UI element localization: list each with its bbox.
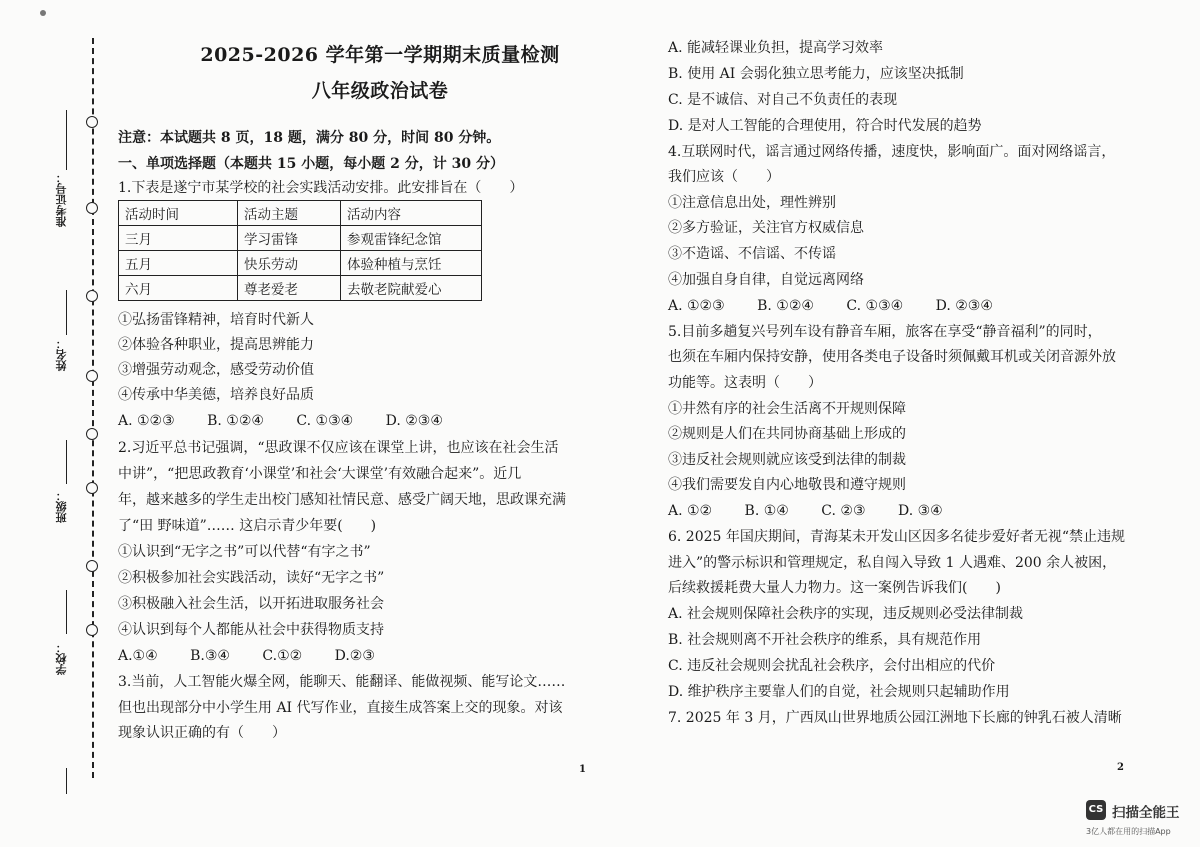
punch-dot bbox=[40, 10, 46, 16]
q5-option: ②规则是人们在共同协商基础上形成的 bbox=[668, 426, 906, 442]
q4-option: ②多方验证，关注官方权威信息 bbox=[668, 220, 864, 236]
q2-stem-line: 中讲”，“把思政教育‘小课堂’和社会‘大课堂’有效融合起来”。近几 bbox=[118, 466, 522, 482]
activity-table bbox=[118, 200, 482, 301]
q7-stem-line: 7. 2025 年 3 月，广西凤山世界地质公园江洲地下长廊的钟乳石被人清晰 bbox=[668, 710, 1122, 726]
q3-option: A. 能减轻课业负担，提高学习效率 bbox=[668, 40, 884, 56]
table-cell: 五月 bbox=[119, 251, 238, 276]
table-cell: 体验种植与烹饪 bbox=[341, 251, 482, 276]
table-cell: 三月 bbox=[119, 226, 238, 251]
binding-circle bbox=[86, 482, 98, 494]
table-row bbox=[119, 251, 482, 276]
watermark-name: 扫描全能王 bbox=[1112, 805, 1180, 821]
binding-circle bbox=[86, 428, 98, 440]
table-header-row bbox=[119, 201, 482, 226]
class-label: 班级： bbox=[55, 490, 68, 523]
name-label: 姓名： bbox=[55, 338, 68, 371]
q6-option: A. 社会规则保障社会秩序的实现，违反规则必受法律制裁 bbox=[668, 606, 1024, 622]
q4-choices: A. ①②③ B. ①②④ C. ①③④ D. ②③④ bbox=[668, 298, 993, 314]
q5-stem-line: 5.目前多趟复兴号列车设有静音车厢，旅客在享受“静音福利”的同时， bbox=[668, 324, 1102, 340]
q1-option: ①弘扬雷锋精神，培育时代新人 bbox=[118, 312, 314, 328]
q3-stem-line: 3.当前，人工智能火爆全网，能聊天、能翻译、能做视频、能写论文…… bbox=[118, 674, 566, 690]
school-label: 学校： bbox=[55, 642, 68, 675]
q1-stem: 1.下表是遂宁市某学校的社会实践活动安排。此安排旨在（ ） bbox=[118, 180, 524, 196]
binding-circle bbox=[86, 370, 98, 382]
q2-option: ③积极融入社会生活，以开拓进取服务社会 bbox=[118, 596, 384, 612]
table-cell: 六月 bbox=[119, 276, 238, 301]
table-cell: 学习雷锋 bbox=[238, 226, 341, 251]
exam-title: 2025-2026 学年第一学期期末质量检测 bbox=[200, 44, 560, 66]
binding-circle bbox=[86, 116, 98, 128]
q1-option: ②体验各种职业，提高思辨能力 bbox=[118, 337, 314, 353]
q2-stem-line: 年，越来越多的学生走出校门感知社情民意、感受广阔天地，思政课充满 bbox=[118, 492, 566, 508]
binding-circle bbox=[86, 290, 98, 302]
table-header-cell: 活动内容 bbox=[341, 201, 482, 226]
watermark-tagline: 3亿人都在用的扫描App bbox=[1086, 827, 1171, 836]
table-row bbox=[119, 276, 482, 301]
binding-rule bbox=[66, 290, 67, 335]
table-cell: 快乐劳动 bbox=[238, 251, 341, 276]
binding-circle bbox=[86, 624, 98, 636]
q5-option: ①井然有序的社会生活离不开规则保障 bbox=[668, 401, 906, 417]
q4-option: ③不造谣、不信谣、不传谣 bbox=[668, 246, 836, 262]
exam-subtitle: 八年级政治试卷 bbox=[311, 80, 449, 102]
binding-rule bbox=[66, 768, 67, 794]
binding-rule bbox=[66, 440, 67, 484]
q2-option: ②积极参加社会实践活动，读好“无字之书” bbox=[118, 570, 385, 586]
table-header-cell: 活动主题 bbox=[238, 201, 341, 226]
q3-option: B. 使用 AI 会弱化独立思考能力，应该坚决抵制 bbox=[668, 66, 964, 82]
camscanner-logo-icon: CS bbox=[1086, 800, 1106, 820]
q6-option: C. 违反社会规则会扰乱社会秩序，会付出相应的代价 bbox=[668, 658, 996, 674]
q6-stem-line: 6. 2025 年国庆期间，青海某未开发山区因多名徒步爱好者无视“禁止违规 bbox=[668, 529, 1126, 545]
section-heading: 一、单项选择题（本题共 15 小题，每小题 2 分，计 30 分） bbox=[118, 156, 504, 172]
q5-option: ④我们需要发自内心地敬畏和遵守规则 bbox=[668, 477, 906, 493]
q2-option: ①认识到“无字之书”可以代替“有字之书” bbox=[118, 544, 371, 560]
q2-option: ④认识到每个人都能从社会中获得物质支持 bbox=[118, 622, 384, 638]
q2-stem-line: 2.习近平总书记强调，“思政课不仅应该在课堂上讲，也应该在社会生活 bbox=[118, 440, 559, 456]
binding-dashed-line bbox=[92, 38, 94, 778]
exam-number-label: 准考证号： bbox=[55, 172, 68, 227]
q3-stem-line: 但也出现部分中小学生用 AI 代写作业，直接生成答案上交的现象。对该 bbox=[118, 700, 563, 716]
q5-stem-line: 功能等。这表明（ ） bbox=[668, 375, 822, 391]
page-number: 2 bbox=[1117, 762, 1124, 773]
q4-option: ①注意信息出处，理性辨别 bbox=[668, 195, 836, 211]
q6-option: D. 维护秩序主要靠人们的自觉，社会规则只起辅助作用 bbox=[668, 684, 1010, 700]
q2-stem-line: 了“田 野味道”…… 这启示青少年要( ) bbox=[118, 518, 377, 534]
page-number: 1 bbox=[579, 764, 586, 775]
binding-rule bbox=[66, 110, 67, 170]
q5-option: ③违反社会规则就应该受到法律的制裁 bbox=[668, 452, 906, 468]
q1-option: ③增强劳动观念，感受劳动价值 bbox=[118, 362, 314, 378]
q5-choices: A. ①② B. ①④ C. ②③ D. ③④ bbox=[668, 503, 943, 519]
q6-stem-line: 进入”的警示标识和管理规定，私自闯入导致 1 人遇难、200 余人被困， bbox=[668, 555, 1117, 571]
q3-stem-line: 现象认识正确的有（ ） bbox=[118, 725, 286, 741]
q3-option: D. 是对人工智能的合理使用，符合时代发展的趋势 bbox=[668, 118, 982, 134]
binding-rule bbox=[66, 590, 67, 634]
q6-option: B. 社会规则离不开社会秩序的维系，具有规范作用 bbox=[668, 632, 982, 648]
q4-stem-line: 我们应该（ ） bbox=[668, 169, 780, 185]
table-cell: 尊老爱老 bbox=[238, 276, 341, 301]
table-cell: 参观雷锋纪念馆 bbox=[341, 226, 482, 251]
q4-option: ④加强自身自律，自觉远离网络 bbox=[668, 272, 864, 288]
q3-option: C. 是不诚信、对自己不负责任的表现 bbox=[668, 92, 898, 108]
q1-option: ④传承中华美德，培养良好品质 bbox=[118, 387, 314, 403]
table-header-cell: 活动时间 bbox=[119, 201, 238, 226]
q4-stem-line: 4.互联网时代，谣言通过网络传播，速度快，影响面广。面对网络谣言， bbox=[668, 144, 1116, 160]
q1-choices: A. ①②③ B. ①②④ C. ①③④ D. ②③④ bbox=[118, 413, 443, 429]
table-cell: 去敬老院献爱心 bbox=[341, 276, 482, 301]
binding-circle bbox=[86, 560, 98, 572]
notice: 注意：本试题共 8 页，18 题，满分 80 分，时间 80 分钟。 bbox=[118, 130, 501, 146]
q2-choices: A.①④ B.③④ C.①② D.②③ bbox=[118, 648, 375, 664]
q6-stem-line: 后续救援耗费大量人力物力。这一案例告诉我们( ) bbox=[668, 580, 1001, 596]
q5-stem-line: 也须在车厢内保持安静，使用各类电子设备时须佩戴耳机或关闭音源外放 bbox=[668, 349, 1116, 365]
binding-circle bbox=[86, 202, 98, 214]
table-row bbox=[119, 226, 482, 251]
